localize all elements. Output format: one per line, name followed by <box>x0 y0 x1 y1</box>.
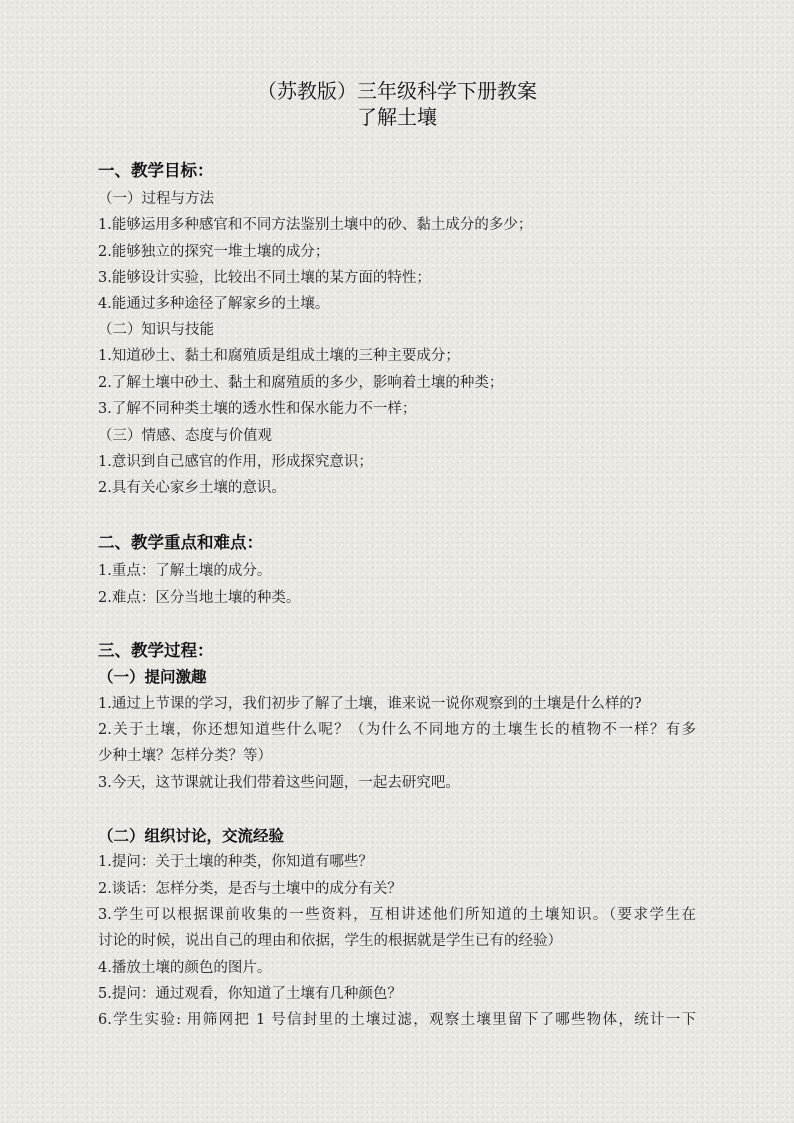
section-heading-objectives: 一、教学目标： <box>98 161 214 180</box>
list-item-continuation: 讨论的时候，说出自己的理由和依据，学生的根据就是学生已有的经验） <box>98 933 562 949</box>
document-subtitle: 了解土壤 <box>357 105 437 129</box>
list-item: 1.意识到自己感官的作用，形成探究意识； <box>98 454 373 470</box>
list-item: 2.谈话：怎样分类，是否与土壤中的成分有关？ <box>98 881 402 897</box>
list-item: 6.学生实验: 用筛网把 1 号信封里的土壤过滤，观察土壤里留下了哪些物体，统计一下 <box>98 1012 696 1028</box>
list-item: 1.重点：了解土壤的成分。 <box>98 563 272 579</box>
list-item: 4.播放土壤的颜色的图片。 <box>98 960 272 976</box>
list-item: 1.能够运用多种感官和不同方法鉴别土壤中的砂、黏土成分的多少； <box>98 217 533 233</box>
list-item: 2.难点：区分当地土壤的种类。 <box>98 590 301 606</box>
section-heading-key-points: 二、教学重点和难点： <box>98 533 263 552</box>
subheading-knowledge-skills: （二）知识与技能 <box>98 322 214 338</box>
list-item: 3.能够设计实验，比较出不同土壤的某方面的特性； <box>98 270 431 286</box>
subheading-emotion-values: （三）情感、态度与价值观 <box>98 428 272 444</box>
list-item: 2.关于土壤，你还想知道些什么呢？（为什么不同地方的土壤生长的植物不一样？有多 <box>98 722 696 738</box>
list-item-continuation: 少种土壤？怎样分类？等） <box>98 748 272 764</box>
subheading-discussion: （二）组织讨论，交流经验 <box>98 826 285 845</box>
subheading-process-methods: （一）过程与方法 <box>98 191 214 207</box>
list-item: 5.提问：通过观看，你知道了土壤有几种颜色？ <box>98 986 402 1002</box>
subheading-question-interest: （一）提问激趣 <box>98 667 207 686</box>
list-item: 2.了解土壤中砂土、黏土和腐殖质的多少，影响着土壤的种类； <box>98 375 504 391</box>
list-item: 4.能通过多种途径了解家乡的土壤。 <box>98 296 330 312</box>
list-item: 1.提问：关于土壤的种类，你知道有哪些？ <box>98 854 373 870</box>
section-heading-process: 三、教学过程： <box>98 641 214 660</box>
document-title: （苏教版）三年级科学下册教案 <box>257 79 537 103</box>
list-item: 3.学生可以根据课前收集的一些资料，互相讲述他们所知道的土壤知识。（要求学生在 <box>98 907 696 923</box>
list-item: 3.了解不同种类土壤的透水性和保水能力不一样； <box>98 401 417 417</box>
list-item: 2.能够独立的探究一堆土壤的成分； <box>98 244 330 260</box>
list-item: 2.具有关心家乡土壤的意识。 <box>98 480 286 496</box>
list-item: 1.知道砂土、黏土和腐殖质是组成土壤的三种主要成分； <box>98 348 460 364</box>
list-item: 1.通过上节课的学习，我们初步了解了土壤，谁来说一说你观察到的土壤是什么样的? <box>98 696 642 712</box>
list-item: 3.今天，这节课就让我们带着这些问题，一起去研究吧。 <box>98 775 460 791</box>
